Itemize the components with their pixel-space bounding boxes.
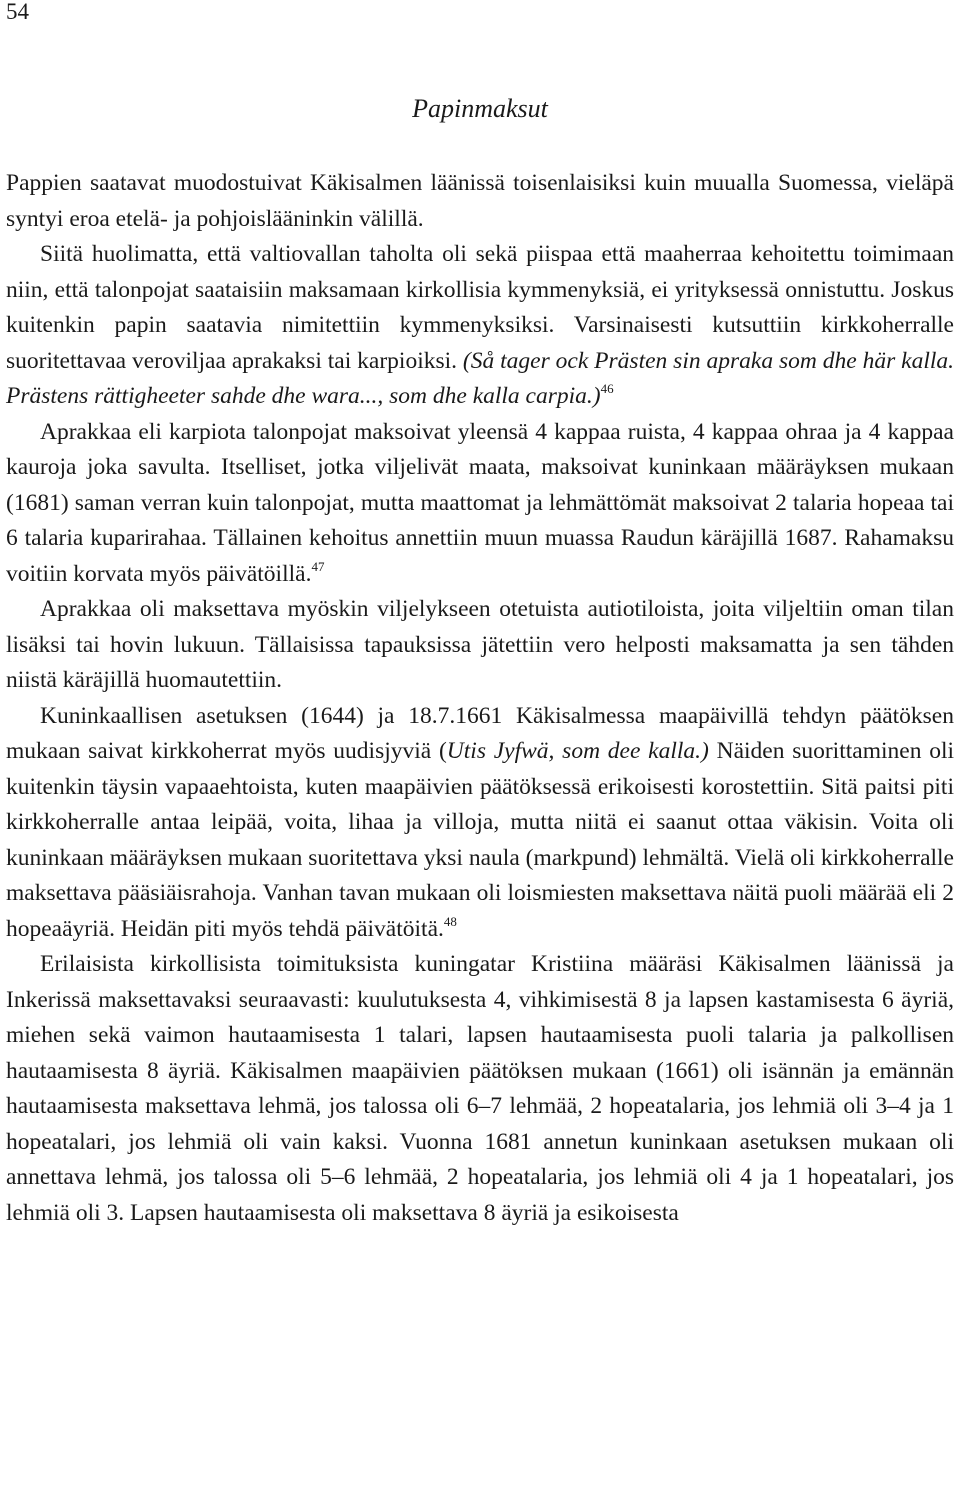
text-segment: Kuninkaallisen asetuksen (1644) ja 18.7.1661 Käkisalmessa maapäivillä tehdyn päätöksen mukaan saivat kirkkoherrat myös uudisjyviä ( <box>6 702 954 764</box>
text-segment: Erilaisista kirkollisista toimituksista kuningatar Kristiina määräsi Käkisalmen läänissä ja Inkerissä maksettavaksi seuraavasti: kuulutuksesta 4, vihkimisestä 8 ja lapsen kastamisesta 6 äyriä, miehen sekä vaimon hautaamisesta 1 talari, lapsen hautaamisesta puoli talaria ja palkollisen hautaamisesta 8 äyriä. Käkisalmen maapäivien päätöksen mukaan (1661) oli isännän ja emännän hautaamisesta maksettava lehmä, jos talossa oli 6–7 lehmää, 2 hopeatalaria, jos lehmiä oli 3–4 ja 1 hopeatalari, jos lehmiä oli vain kaksi. Vuonna 1681 annetun kuninkaan asetuksen mukaan oli annettava lehmä, jos talossa oli 5–6 lehmää, 2 hopeatalaria, jos lehmiä oli 4 ja 1 hopeatalari, jos lehmiä oli 3. Lapsen hautaamisesta oli maksettava 8 äyriä ja esikoisesta <box>6 951 954 1226</box>
paragraph <box>6 237 954 415</box>
paragraph <box>6 699 954 948</box>
paragraph <box>6 947 954 1231</box>
section-title: Papinmaksut <box>412 94 548 123</box>
paragraph <box>6 592 954 699</box>
text-segment: Aprakkaa oli maksettava myöskin viljelykseen otetuista autiotiloista, joita viljeltiin oman tilan lisäksi tai hovin lukuun. Tällaisissa tapauksissa jätettiin vero helposti maksamatta ja sen tähden niistä käräjillä huomautettiin. <box>6 596 954 693</box>
footnote-ref: 48 <box>443 913 457 929</box>
text-segment: Näiden suorittaminen oli kuitenkin täysin vapaaehtoista, kuten maapäivien päätöksessä erikoisesti korostettiin. Sitä paitsi piti kirkkoherralle antaa leipää, voita, lihaa ja villoja, mutta niitä ei saanut ottaa väkisin. Voita oli kuninkaan määräyksen mukaan suoritettava yksi naula (markpund) lehmältä. Vielä oli kirkkoherralle maksettava pääsiäisrahoja. Vanhan tavan mukaan oli loismiesten maksettava näitä puoli määrää eli 2 hopeaäyriä. Heidän piti myös tehdä päivätöitä. <box>6 738 955 942</box>
italic-quote: Utis Jyfwä, som dee kalla.) <box>446 738 709 764</box>
body-text <box>6 166 954 1231</box>
footnote-ref: 47 <box>311 558 325 574</box>
page-number: 54 <box>6 0 29 24</box>
footnote-ref: 46 <box>600 381 614 396</box>
paragraph <box>6 415 954 593</box>
text-segment: Aprakkaa eli karpiota talonpojat maksoivat yleensä 4 kappaa ruista, 4 kappaa ohraa ja 4 kappaa kauroja joka savulta. Itselliset, jotka viljelivät maata, maksoivat kuninkaan määräyksen mukaan (1681) saman verran kuin talonpojat, mutta maattomat ja lehmättömät maksoivat 2 talaria hopeaa tai 6 talaria kuparirahaa. Tällainen kehoitus annettiin muun muassa Raudun käräjillä 1687. Rahamaksu voitiin korvata myös päivätöillä. <box>6 418 954 587</box>
text-segment: Pappien saatavat muodostuivat Käkisalmen läänissä toisenlaisiksi kuin muualla Suomessa, vieläpä syntyi eroa etelä- ja pohjoislääninkin välillä. <box>6 170 954 232</box>
italic-quote: (Så tager ock Prästen sin apraka som dhe här kalla. Prästens rättigheeter sahde dhe wara..., som dhe kalla carpia.) <box>6 347 954 409</box>
paragraph <box>6 166 954 237</box>
text-segment: Siitä huolimatta, että valtiovallan taholta oli sekä piispaa että maaherraa kehoitettu toimimaan niin, että talonpojat saataisiin maksamaan kirkollisia kymmenyksiä, ei yrityksessä onnistuttu. Joskus kuitenkin papin saatavia nimitettiin kymmenyksiksi. Varsinaisesti kutsuttiin kirkkoherralle suoritettavaa veroviljaa aprakaksi tai karpioiksi. <box>6 241 954 374</box>
